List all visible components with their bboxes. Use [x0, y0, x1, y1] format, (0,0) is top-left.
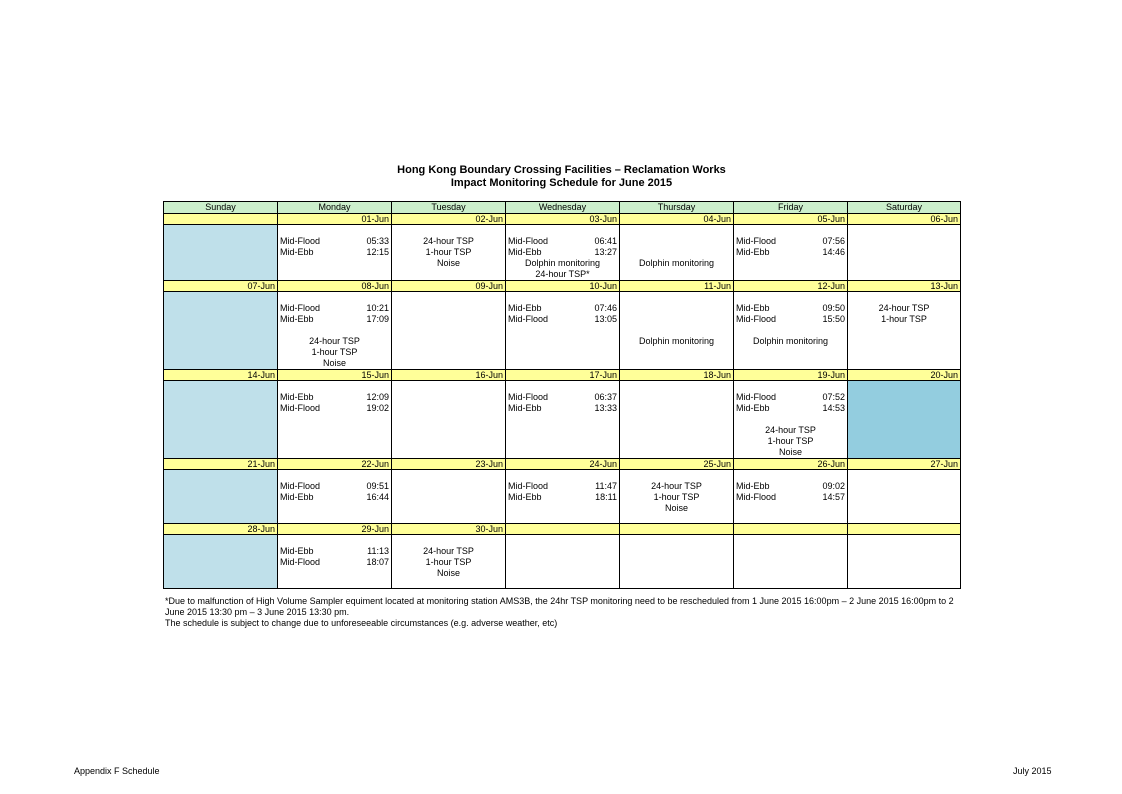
schedule-cell: 24-hour TSP 1-hour TSP	[848, 292, 961, 370]
footnotes	[165, 596, 965, 629]
weekday-header-row	[164, 202, 961, 214]
date-cell: 16-Jun	[392, 370, 506, 381]
schedule-cell	[620, 381, 734, 459]
date-cell: 24-Jun	[506, 459, 620, 470]
date-cell	[734, 524, 848, 535]
schedule-cell: Mid-Flood 06:37 Mid-Ebb 13:33	[506, 381, 620, 459]
schedule-cell	[392, 381, 506, 459]
date-cell: 14-Jun	[164, 370, 278, 381]
schedule-cell: Mid-Ebb 12:09 Mid-Flood 19:02	[278, 381, 392, 459]
date-cell: 17-Jun	[506, 370, 620, 381]
date-cell: 19-Jun	[734, 370, 848, 381]
date-cell	[164, 214, 278, 225]
schedule-cell: Mid-Flood 05:33 Mid-Ebb 12:15	[278, 225, 392, 281]
date-cell: 15-Jun	[278, 370, 392, 381]
schedule-cell	[848, 535, 961, 589]
schedule-cell: Mid-Flood 11:47 Mid-Ebb 18:11	[506, 470, 620, 524]
date-cell: 11-Jun	[620, 281, 734, 292]
date-row	[164, 524, 961, 535]
date-cell: 02-Jun	[392, 214, 506, 225]
schedule-cell	[620, 535, 734, 589]
page-subtitle: Impact Monitoring Schedule for June 2015	[450, 177, 673, 189]
date-cell: 05-Jun	[734, 214, 848, 225]
footer-left: Appendix F Schedule	[74, 766, 160, 776]
schedule-row	[164, 470, 961, 524]
date-cell	[506, 524, 620, 535]
date-cell: 03-Jun	[506, 214, 620, 225]
date-cell: 09-Jun	[392, 281, 506, 292]
footnote-line: *Due to malfunction of High Volume Sampler equiment located at monitoring station AMS3B, the 24hr TSP monitoring need to be rescheduled from 1 June 2015 16:00pm – 2 June 2015 16:00pm to 2	[165, 596, 954, 606]
day-header: Saturday	[848, 202, 961, 214]
schedule-cell	[164, 292, 278, 370]
date-cell: 18-Jun	[620, 370, 734, 381]
schedule-cell	[848, 381, 961, 459]
schedule-cell: Dolphin monitoring	[620, 225, 734, 281]
date-cell: 08-Jun	[278, 281, 392, 292]
date-cell: 13-Jun	[848, 281, 961, 292]
schedule-cell	[164, 470, 278, 524]
footer-right: July 2015	[1013, 766, 1052, 776]
day-header: Sunday	[164, 202, 278, 214]
schedule-row	[164, 381, 961, 459]
day-header: Tuesday	[392, 202, 506, 214]
day-header: Wednesday	[506, 202, 620, 214]
date-row	[164, 214, 961, 225]
date-row	[164, 459, 961, 470]
schedule-cell	[392, 292, 506, 370]
schedule-cell: 24-hour TSP 1-hour TSP Noise	[392, 535, 506, 589]
date-cell: 26-Jun	[734, 459, 848, 470]
date-cell: 28-Jun	[164, 524, 278, 535]
schedule-cell: Dolphin monitoring	[620, 292, 734, 370]
schedule-cell: Mid-Flood 06:41 Mid-Ebb 13:27 Dolphin monitoring 24-hour TSP*	[506, 225, 620, 281]
date-row	[164, 370, 961, 381]
footnote-line: June 2015 13:30 pm – 3 June 2015 13:30 pm.	[165, 607, 350, 617]
schedule-cell	[848, 225, 961, 281]
schedule-cell	[848, 470, 961, 524]
schedule-row	[164, 292, 961, 370]
schedule-cell	[164, 535, 278, 589]
schedule-cell: Mid-Ebb 07:46 Mid-Flood 13:05	[506, 292, 620, 370]
date-cell	[848, 524, 961, 535]
schedule-cell: Mid-Ebb 09:50 Mid-Flood 15:50 Dolphin monitoring	[734, 292, 848, 370]
date-cell: 04-Jun	[620, 214, 734, 225]
date-cell	[620, 524, 734, 535]
day-header: Friday	[734, 202, 848, 214]
date-cell: 30-Jun	[392, 524, 506, 535]
date-cell: 29-Jun	[278, 524, 392, 535]
date-cell: 01-Jun	[278, 214, 392, 225]
date-cell: 23-Jun	[392, 459, 506, 470]
schedule-cell	[734, 535, 848, 589]
schedule-cell: Mid-Flood 07:52 Mid-Ebb 14:53 24-hour TSP 1-hour TSP Noise	[734, 381, 848, 459]
schedule-cell	[164, 381, 278, 459]
date-cell: 27-Jun	[848, 459, 961, 470]
day-header: Thursday	[620, 202, 734, 214]
date-cell: 07-Jun	[164, 281, 278, 292]
schedule-calendar	[163, 201, 961, 589]
date-cell: 06-Jun	[848, 214, 961, 225]
schedule-cell: Mid-Flood 09:51 Mid-Ebb 16:44	[278, 470, 392, 524]
date-cell: 10-Jun	[506, 281, 620, 292]
schedule-row	[164, 225, 961, 281]
schedule-row	[164, 535, 961, 589]
footnote-line: The schedule is subject to change due to unforeseeable circumstances (e.g. adverse weather, etc)	[165, 618, 558, 628]
day-header: Monday	[278, 202, 392, 214]
date-cell: 20-Jun	[848, 370, 961, 381]
schedule-cell	[506, 535, 620, 589]
page-title: Hong Kong Boundary Crossing Facilities – Reclamation Works	[397, 164, 726, 176]
schedule-cell: Mid-Ebb 09:02 Mid-Flood 14:57	[734, 470, 848, 524]
schedule-cell: Mid-Ebb 11:13 Mid-Flood 18:07	[278, 535, 392, 589]
schedule-cell: Mid-Flood 07:56 Mid-Ebb 14:46	[734, 225, 848, 281]
schedule-cell: 24-hour TSP 1-hour TSP Noise	[392, 225, 506, 281]
date-row	[164, 281, 961, 292]
date-cell: 12-Jun	[734, 281, 848, 292]
schedule-cell: Mid-Flood 10:21 Mid-Ebb 17:09 24-hour TSP 1-hour TSP Noise	[278, 292, 392, 370]
date-cell: 22-Jun	[278, 459, 392, 470]
date-cell: 21-Jun	[164, 459, 278, 470]
schedule-cell	[164, 225, 278, 281]
schedule-cell	[392, 470, 506, 524]
date-cell: 25-Jun	[620, 459, 734, 470]
schedule-cell: 24-hour TSP 1-hour TSP Noise	[620, 470, 734, 524]
